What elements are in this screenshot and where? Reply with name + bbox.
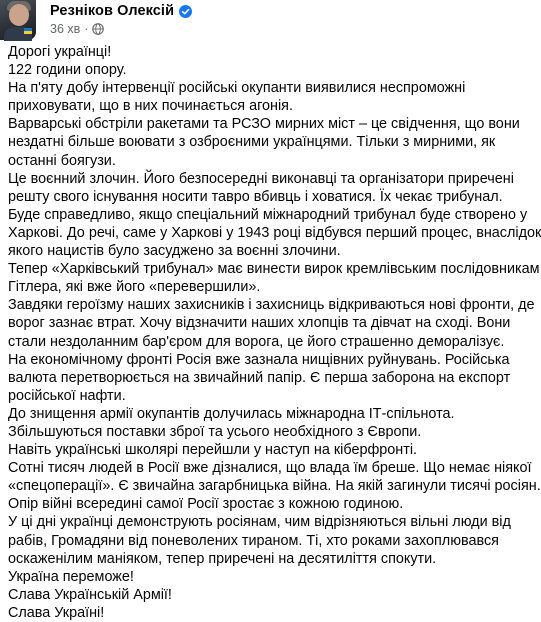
post-text-line: Дорогі українці! <box>8 44 112 60</box>
post-text-line: Гітлера, які вже його «перевершили». <box>8 279 261 296</box>
post-text-line: 122 години опору. <box>8 62 127 79</box>
post-text-line: Слава Українській Армії! <box>8 586 172 603</box>
post-text-line: Слава Україні! <box>8 604 105 621</box>
post-text-line: решту свого існування носити тавро вбивць і ховатися. Їх чекає трибунал. <box>8 188 503 205</box>
post-text-line: останні боягузи. <box>8 152 116 169</box>
post-text-line: Харкові. До речі, саме у Харкові у 1943 році відбувся перший процес, внаслідок <box>8 224 541 241</box>
post-text-line: Завдяки героїзму наших захисників і захисниць відкриваються нові фронти, де <box>8 297 535 314</box>
globe-icon[interactable] <box>92 23 104 35</box>
author-name[interactable]: Резніков Олексій <box>50 3 175 19</box>
post-text-line: приховувати, що в них починається агонія. <box>8 98 293 115</box>
post-text-line: У ці дні українці демонструють росіянам, чим відрізняються вільні люди від <box>8 514 511 531</box>
post-text-line: Навіть українські школярі перейшли у наступ на кіберфронті. <box>8 442 418 459</box>
post-text-line: якого нацистів було засуджено за воєнні злочини. <box>8 243 341 260</box>
post-text-line: Тепер «Харківський трибунал» має винести вирок кремлівським послідовникам <box>8 261 540 278</box>
post-text-line: Буде справедливо, якщо спеціальний міжнародний трибунал буде створено у <box>8 206 528 223</box>
post-text-line: оскаженілим маніяком, тепер приречені на десятиліття спокути. <box>8 550 437 567</box>
avatar-face <box>9 4 29 26</box>
post-text-line: Сотні тисяч людей в Росії вже дізналися, що влада їм бреше. Що немає ніякої <box>8 460 532 477</box>
post-text-line: До знищення армії окупантів долучилась міжнародна ІТ-спільнота. <box>8 405 455 422</box>
post-text-line: На п'яту добу інтервенції російські окупанти виявилися неспроможні <box>8 80 466 97</box>
post-text-line: нездатні більше воювати з озброєними українцями. Тільки з мирними, як <box>8 134 496 151</box>
post-text-line: ворог зазнає втрат. Хочу відзначити наших хлопців та дівчат на сході. Вони <box>8 315 511 332</box>
post-text-line: Збільшуються поставки зброї та усього необхідного з Європи. <box>8 423 422 440</box>
post-header <box>0 0 502 44</box>
ukraine-flag-pin-icon <box>24 28 32 34</box>
post-text-line: рабів, Громадяни від поневолених тираном. Ті, хто роками захоплювався <box>8 532 499 549</box>
post-text-line: російської нафти. <box>8 387 126 404</box>
post-body <box>8 43 541 622</box>
verified-badge-icon <box>179 5 192 18</box>
post-text-line: Варварські обстріли ракетами та РСЗО мирних міст – це свідчення, що вони <box>8 116 520 133</box>
post-text-line: валюта перетворюється на звичайний папір. Є перша заборона на експорт <box>8 369 511 386</box>
post-text-line: Це воєнний злочин. Його безпосередні виконавці та організатори приречені <box>8 170 514 187</box>
meta-separator: · <box>84 22 89 36</box>
post-text-line: На економічному фронті Росія вже зазнала нищівних руйнувань. Російська <box>8 351 510 368</box>
post-text-line: стали нездоланним бар'єром для ворога, це його страшенно деморалізує. <box>8 333 505 350</box>
post-text-line: «спецоперації». Є звичайна загарбницька війна. На якій загинули тисячі росіян. <box>8 478 541 495</box>
post-meta <box>50 21 104 37</box>
post-text-line: Україна переможе! <box>8 568 134 585</box>
post-text-line: Опір війні всередині самої Росії зростає з кожною годиною. <box>8 496 404 513</box>
author-name-row <box>50 2 192 20</box>
author-avatar[interactable] <box>0 0 36 40</box>
post-timestamp[interactable]: 36 хв <box>50 22 81 36</box>
